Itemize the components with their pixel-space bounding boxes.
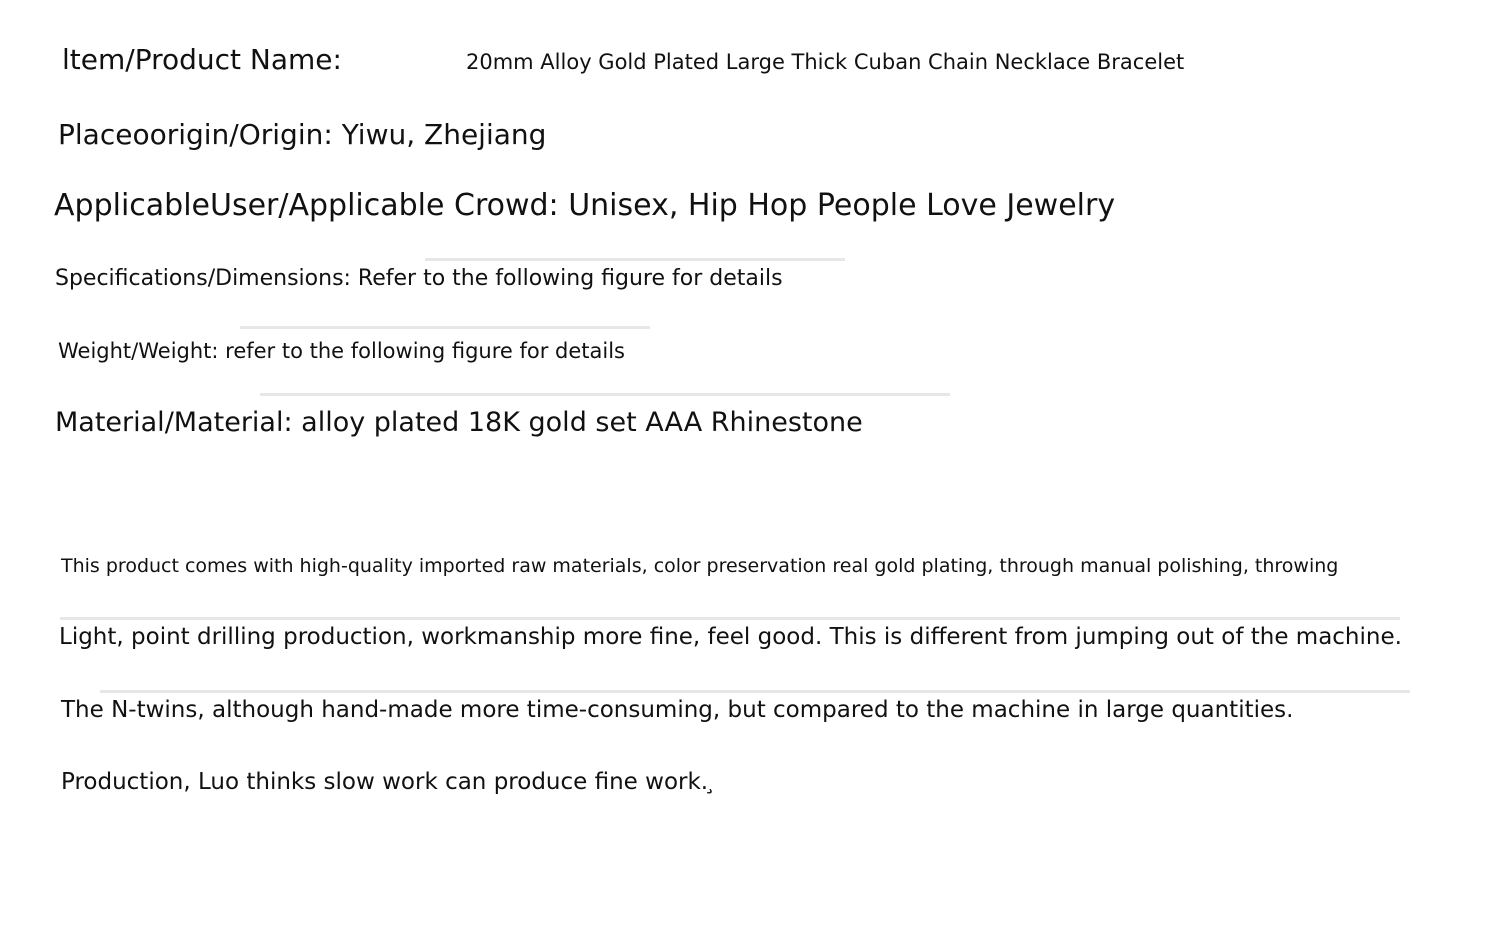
origin-line: Placeoorigin/Origin: Yiwu, Zhejiang — [58, 118, 547, 151]
weight-line: Weight/Weight: refer to the following figure for details — [58, 339, 625, 363]
product-name-value: 20mm Alloy Gold Plated Large Thick Cuban Chain Necklace Bracelet — [466, 50, 1185, 74]
product-name-label: ltem/Product Name: — [62, 43, 342, 76]
specifications-line: Specifications/Dimensions: Refer to the following figure for details — [55, 266, 783, 291]
applicable-crowd-line: ApplicableUser/Applicable Crowd: Unisex, Hip Hop People Love Jewelry — [54, 188, 1116, 223]
description-line-2: Light, point drilling production, workmanship more fine, feel good. This is different from jumping out of the machine. — [59, 624, 1402, 650]
ghost-mark — [425, 258, 845, 261]
description-line-1: This product comes with high-quality imported raw materials, color preservation real gold plating, through manual polishing, throwing — [61, 555, 1339, 577]
description-line-3: The N-twins, although hand-made more time-consuming, but compared to the machine in large quantities. — [61, 697, 1294, 723]
description-line-4: Production, Luo thinks slow work can produce fine work. ̧ — [61, 769, 716, 795]
ghost-mark — [260, 393, 950, 396]
ghost-mark — [100, 690, 1410, 693]
ghost-mark — [60, 617, 1400, 620]
material-line: Material/Material: alloy plated 18K gold set AAA Rhinestone — [55, 407, 863, 438]
ghost-mark — [240, 326, 650, 329]
